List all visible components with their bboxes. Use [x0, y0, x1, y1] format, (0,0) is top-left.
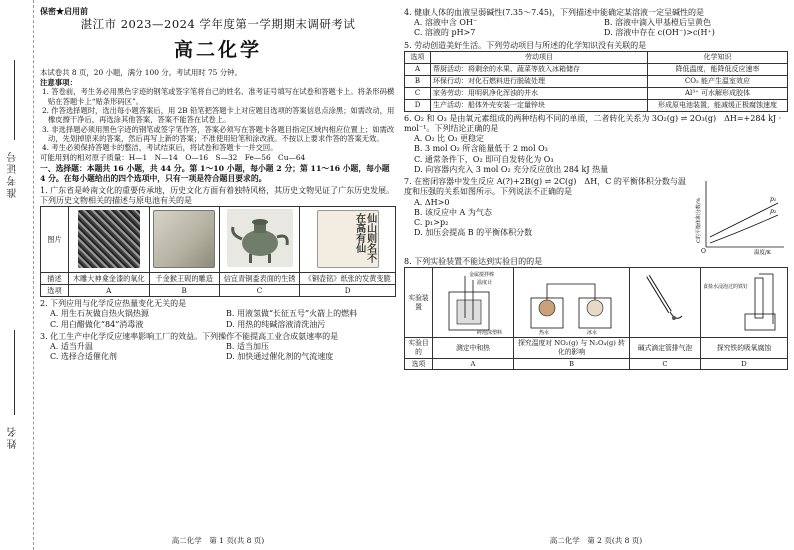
hot-water-label: 热水: [538, 329, 549, 336]
option-d: D. 向容器内充入 3 mol O₂ 充分反应放出 284 kJ 热量: [414, 164, 609, 174]
question-stem: 5. 劳动创造美好生活。下列劳动项目与所述的化学知识没有关联的是: [404, 40, 647, 50]
table-cell: 家务劳动：用明矾净化浑浊的井水: [431, 87, 648, 99]
question-stem: 6. O₂ 和 O₃ 是由氧元素组成的两种结构不同的单质，二者转化关系为 3O₂(g) ⇌ 2O₃(g) ΔH=+284 kJ · mol⁻¹。下列结论正确的是: [404, 113, 782, 133]
artifact-image-a: [69, 207, 150, 272]
question-stem: 4. 健康人体的血液呈弱碱性(7.35～7.45)，下列描述中能确定某溶液一定呈碱性的是: [404, 8, 705, 17]
no2-flasks-drawing: [525, 270, 619, 336]
table-cell: D: [405, 99, 431, 111]
q8-goal-d: 探究铁的吸氧腐蚀: [701, 338, 788, 358]
question-stem: 7. 在密闭容器中发生反应 A(?)+2B(g) ⇌ 2C(g) ΔH，C 的平衡体积分数与温度和压强的关系如图所示。下列说法不正确的是: [404, 177, 686, 197]
section-one-header: 一、选择题：本题共 16 小题，共 44 分。第 1～10 小题，每小题 2 分；第 11～16 小题，每小题 4 分。在每小题给出的四个选项中，只有一项是符合题目要求的。: [40, 163, 390, 183]
option-a: A. 适当升温: [50, 341, 93, 351]
artifact-image-c: [219, 207, 300, 272]
row-header-option: 选项: [41, 284, 69, 296]
notes-list: [40, 87, 396, 152]
option-a: A. 用生石灰做自热火锅热源: [50, 309, 149, 319]
option-c: C. p₁>p₂: [414, 218, 449, 228]
name-label: 姓名: [8, 425, 19, 449]
exam-page-1: [40, 6, 396, 546]
stirrer-label: 金属搅拌棒: [469, 271, 495, 278]
table-header: 劳动项目: [431, 51, 648, 63]
origin-label: O: [701, 248, 706, 256]
apparatus-b: [514, 268, 630, 338]
page-footer: 高二化学 第 1 页(共 8 页): [171, 536, 265, 546]
question-stem: 2. 下列应用与化学反应热量变化无关的是: [40, 299, 187, 309]
option-d: D. 加快通过催化剂的气流速度: [226, 352, 334, 362]
calorimeter-drawing: [433, 270, 513, 336]
note-item: 4. 考生必须保持答题卡的整洁，考试结束后，将试卷和答题卡一并交回。: [42, 143, 278, 153]
row-header-goal: 实验目的: [405, 338, 433, 358]
q8-goal-a: 测定中和热: [433, 338, 514, 358]
subject-title: 高二化学: [173, 38, 262, 61]
option-b: B. 适当加压: [226, 341, 269, 351]
atomic-masses: 可能用到的相对原子质量：H—1 N—14 O—16 S—32 Fe—56 Cu—64: [40, 152, 306, 162]
id-number-line: [14, 60, 15, 140]
option-c: C. 通常条件下，O₂ 即可自发转化为 O₃: [414, 154, 554, 164]
q1-opt-b: B: [149, 284, 219, 296]
question-stem: 3. 化工生产中化学反应速率影响工厂的效益。下列操作不能提高工业合成氨速率的是: [40, 331, 339, 341]
salt-nail-label: 食盐水浸泡过的铁钉: [703, 283, 749, 290]
table-cell: A: [405, 63, 431, 75]
row-header-apparatus: 实验装置: [405, 268, 433, 338]
q8-opt-c: C: [630, 358, 701, 370]
q1-desc-a: 木雕大神龛金漆的氧化: [69, 272, 150, 284]
option-b: B. 用液氢做“长征五号”火箭上的燃料: [226, 309, 358, 319]
q1-desc-d: 《铜壶铭》纸张的发黄变脆: [300, 272, 396, 284]
table-cell: 帮厨活动：将剩余的水果、蔬菜等放入冰箱储存: [431, 63, 648, 75]
q8-goal-c: 碱式滴定管排气泡: [630, 338, 701, 358]
question-8: [404, 257, 788, 370]
table-cell: Al³⁺ 可水解形成胶体: [648, 87, 788, 99]
note-item: 3. 非选择题必须用黑色字迹的钢笔或签字笔作答，答案必须写在答题卡各题目指定区域内相应位置上；如需改动，先划掉原来的答案，然后再写上新的答案；不准使用铅笔和涂改液。不按以上要求作答的答案无效。: [42, 124, 395, 143]
row-header-desc: 描述: [41, 272, 69, 284]
option-c: C. 选择合适催化剂: [50, 352, 117, 362]
artifact-image-d: [300, 207, 396, 272]
calligraphy-image: 仙山则名不在高有仙: [317, 210, 379, 268]
apparatus-d: [701, 268, 788, 338]
q1-desc-b: 千金猴王砚的雕造: [149, 272, 219, 284]
binding-strip: [0, 0, 34, 550]
q8-table: [404, 267, 788, 370]
question-stem: 8. 下列实验装置不能达到实验目的的是: [404, 257, 543, 267]
q1-opt-a: A: [69, 284, 150, 296]
y-axis-label: C的平衡体积分数/%: [696, 197, 702, 244]
p1-curve: [710, 203, 778, 237]
question-3: [40, 332, 396, 363]
table-header: 化学知识: [648, 51, 788, 63]
table-row: [405, 87, 788, 99]
q1-table: [40, 206, 396, 297]
exam-title: 湛江市 2023—2024 学年度第一学期期末调研考试: [80, 17, 356, 32]
q8-opt-b: B: [514, 358, 630, 370]
option-a: A. ΔH>0: [414, 197, 450, 207]
question-6: [404, 114, 788, 175]
option-d: D. 加压会提高 B 的平衡体积分数: [414, 228, 533, 238]
option-b: B. 溶液中滴入甲基橙后呈黄色: [604, 18, 711, 28]
apparatus-a: [433, 268, 514, 338]
q8-opt-d: D: [701, 358, 788, 370]
option-a: A. 溶液中含 OH⁻: [414, 18, 478, 28]
carved-shrine-image: [78, 210, 140, 268]
option-a: A. O₂ 比 O₃ 更稳定: [414, 134, 485, 144]
table-cell: 形成原电池装置，能减缓正极腐蚀速度: [648, 99, 788, 111]
table-cell: 降低温度，能降低反应速率: [648, 63, 788, 75]
corrosion-drawing: [701, 270, 787, 336]
p2-label: p₂: [770, 208, 777, 216]
table-cell: CO₂ 能产生温室效应: [648, 75, 788, 87]
exam-page-2: [404, 6, 788, 546]
question-1: [40, 186, 396, 297]
id-number-label: 准考证号: [8, 150, 19, 198]
p1-label: p₁: [770, 196, 777, 204]
apparatus-c: [630, 268, 701, 338]
ice-water-label: 冰水: [586, 329, 597, 336]
option-b: B. 该反应中 A 为气态: [414, 207, 492, 217]
note-item: 2. 作答选择题时，选出每小题答案后，用 2B 铅笔把答题卡上对应题目选项的答案信息点涂黑；如需改动，用橡皮擦干净后，再选涂其他答案，答案不能答在试卷上。: [42, 105, 395, 125]
note-item: 1. 答卷前，考生务必用黑色字迹的钢笔或签字笔将自己的姓名、准考证号填写在试卷和答题卡上。将条形码横贴在答题卡上“贴条形码区”。: [42, 87, 395, 106]
q5-table: [404, 51, 788, 112]
table-cell: 生产活动：船体外壳安装一定量锌块: [431, 99, 648, 111]
page-footer: 高二化学 第 2 页(共 8 页): [549, 536, 643, 546]
table-cell: 环保行动：对化石燃料进行脱硫处理: [431, 75, 648, 87]
foam-label: 碎泡沫塑料: [477, 329, 503, 336]
row-header-image: 图片: [41, 207, 69, 272]
row-header-option: 选项: [405, 358, 433, 370]
q1-desc-c: 信宜青铜盉表面的生锈: [219, 272, 300, 284]
q8-goal-b: 探究温度对 NO₂(g) 与 N₂O₄(g) 转化的影响: [514, 338, 630, 358]
q1-opt-c: C: [219, 284, 300, 296]
option-b: B. 3 mol O₂ 所含能量低于 2 mol O₃: [414, 144, 548, 154]
p2-curve: [710, 215, 778, 243]
x-axis-label: 温度/K: [754, 250, 771, 256]
name-line: [14, 330, 15, 415]
question-4: [404, 8, 788, 39]
q7-graph: [692, 177, 788, 255]
option-d: D. 用热的纯碱溶液清洗油污: [226, 319, 326, 329]
question-stem: 1. 广东省是岭南文化的重要传承地，历史文化方面有着独特风格，其历史文物见证了广东历史发展。下列历史文物相关的描述与原电池有关的是: [40, 185, 395, 206]
top-secret-mark: 保密★启用前: [40, 6, 88, 16]
table-header: 选项: [405, 51, 431, 63]
thermometer-label: 温度计: [477, 279, 493, 286]
table-cell: C: [405, 87, 431, 99]
table-row: [405, 75, 788, 87]
question-7: [404, 177, 788, 255]
option-d: D. 溶液中存在 c(OH⁻)>c(H⁺): [604, 28, 715, 38]
table-row: [405, 99, 788, 111]
bronze-vessel-image: [227, 209, 293, 267]
inkstone-image: [153, 210, 215, 268]
option-c: C. 溶液的 pH>7: [414, 28, 476, 38]
option-c: C. 用白醋做化“84”消毒液: [50, 319, 144, 329]
question-5: [404, 41, 788, 112]
notes-title: 注意事项：: [40, 77, 77, 87]
question-2: [40, 299, 396, 330]
exam-intro: 本试卷共 8 页，20 小题，满分 100 分。考试用时 75 分钟。: [40, 68, 242, 78]
table-cell: B: [405, 75, 431, 87]
artifact-image-b: [149, 207, 219, 272]
q1-opt-d: D: [300, 284, 396, 296]
table-row: [405, 63, 788, 75]
q8-opt-a: A: [433, 358, 514, 370]
burette-drawing: [630, 270, 700, 336]
